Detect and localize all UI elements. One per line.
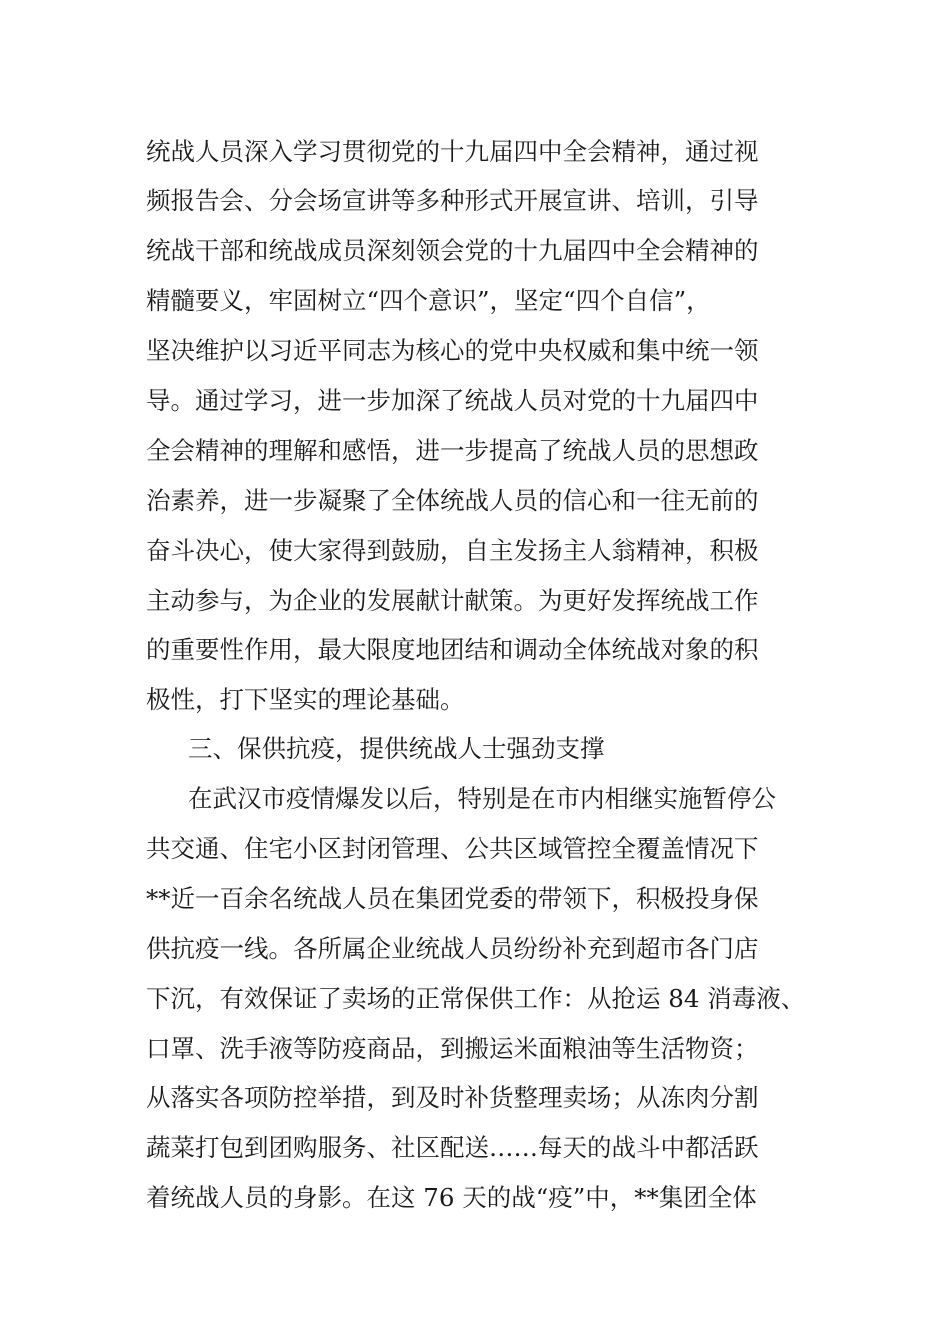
- paragraph-line: 全会精神的理解和感悟，进一步提高了统战人员的思想政: [146, 436, 759, 465]
- paragraph-line: 主动参与，为企业的发展献计献策。为更好发挥统战工作: [146, 586, 759, 615]
- paragraph-line: 供抗疫一线。各所属企业统战人员纷纷补充到超市各门店: [146, 934, 759, 963]
- paragraph-line: 着统战人员的身影。在这 76 天的战“疫”中，**集团全体: [146, 1183, 757, 1212]
- paragraph-line: 蔬菜打包到团购服务、社区配送……每天的战斗中都活跃: [146, 1133, 759, 1162]
- paragraph-line: 在武汉市疫情爆发以后，特别是在市内相继实施暂停公: [188, 784, 776, 813]
- paragraph-line: 坚决维护以习近平同志为核心的党中央权威和集中统一领: [146, 336, 759, 365]
- paragraph-line: 统战干部和统战成员深刻领会党的十九届四中全会精神的: [146, 236, 759, 265]
- section-heading: 三、保供抗疫，提供统战人士强劲支撑: [188, 734, 605, 763]
- paragraph-line: 极性，打下坚实的理论基础。: [146, 685, 465, 714]
- paragraph-line: 精髓要义，牢固树立“四个意识”，坚定“四个自信”，: [146, 286, 711, 315]
- paragraph-line: 导。通过学习，进一步加深了统战人员对党的十九届四中: [146, 386, 759, 415]
- paragraph-line: 从落实各项防控举措，到及时补货整理卖场；从冻肉分割: [146, 1083, 759, 1112]
- paragraph-line: 共交通、住宅小区封闭管理、公共区域管控全覆盖情况下: [146, 834, 759, 863]
- paragraph-line: 统战人员深入学习贯彻党的十九届四中全会精神，通过视: [146, 137, 759, 166]
- paragraph-line: **近一百余名统战人员在集团党委的带领下，积极投身保: [146, 884, 759, 913]
- paragraph-line: 口罩、洗手液等防疫商品，到搬运米面粮油等生活物资；: [146, 1034, 759, 1063]
- paragraph-line: 奋斗决心，使大家得到鼓励，自主发扬主人翁精神，积极: [146, 536, 759, 565]
- paragraph-line: 的重要性作用，最大限度地团结和调动全体统战对象的积: [146, 635, 759, 664]
- paragraph-line: 下沉，有效保证了卖场的正常保供工作：从抢运 84 消毒液、: [146, 984, 806, 1013]
- paragraph-line: 频报告会、分会场宣讲等多种形式开展宣讲、培训，引导: [146, 186, 759, 215]
- paragraph-line: 治素养，进一步凝聚了全体统战人员的信心和一往无前的: [146, 486, 759, 515]
